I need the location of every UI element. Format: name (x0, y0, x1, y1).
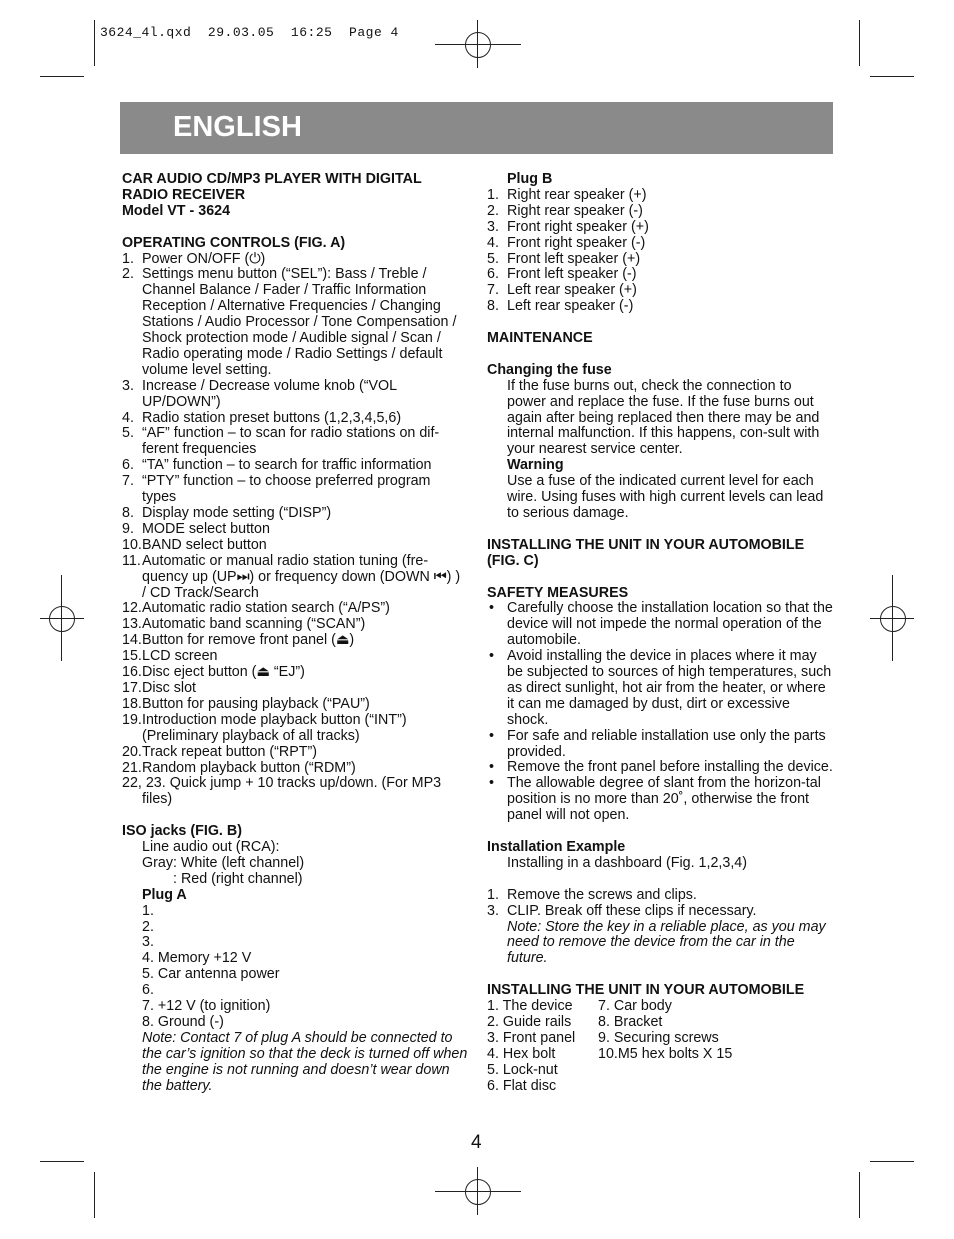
parts-list-right (598, 999, 732, 1094)
crop-mark (94, 1172, 95, 1218)
item-text: Left rear speaker (-) (507, 298, 634, 315)
crop-mark (40, 1161, 84, 1162)
safety-list (487, 601, 833, 824)
plug-a-list (122, 904, 468, 1031)
registration-line (435, 1191, 521, 1192)
item-number: 11. (122, 552, 141, 569)
parts-list (487, 999, 833, 1094)
bullet-icon: • (489, 727, 495, 744)
control-item (122, 506, 468, 522)
parts-list-left (487, 999, 598, 1094)
item-number: 17. (122, 679, 142, 696)
control-item (122, 411, 468, 427)
plug-b-item (487, 204, 833, 220)
plug-a-item: 1. (142, 902, 154, 919)
registration-line (40, 618, 84, 619)
install-step (487, 888, 833, 904)
item-number: 13. (122, 616, 142, 633)
item-number: 20. (122, 743, 142, 760)
item-number: 1. (487, 886, 499, 903)
registration-line (435, 44, 521, 45)
item-number: 1. (487, 186, 499, 203)
part-item: 10.M5 hex bolts X 15 (598, 1045, 733, 1062)
bullet-icon: • (489, 775, 495, 792)
section-heading: MAINTENANCE (487, 330, 593, 347)
item-number: 6. (122, 457, 134, 474)
control-item (122, 554, 468, 602)
item-text: “PTY” function – to choose preferred program types (142, 473, 431, 506)
safety-item (487, 760, 833, 776)
plug-a-item: 3. (142, 934, 154, 951)
item-number: 3. (487, 902, 499, 919)
control-item (122, 474, 468, 506)
item-number: 2. (122, 266, 134, 283)
print-slug: 3624_4l.qxd 29.03.05 16:25 Page 4 (100, 25, 399, 40)
safety-text: Remove the front panel before installing the device. (507, 759, 833, 776)
section-heading: INSTALLING THE UNIT IN YOUR AUTOMOBILE (487, 536, 805, 553)
item-text: Settings menu button (“SEL”): Bass / Treble / Channel Balance / Fader / Traffic Information Reception / Alternative Frequencies / Changing Stations / Audio Processor / Tone Compensation / Shock protection mode / Audible signal / Scan / Radio operating mode / Radio Settings / default volume level setting. (142, 266, 457, 378)
item-number: 19. (122, 711, 142, 728)
part-item: 7. Car body (598, 998, 672, 1015)
safety-item (487, 776, 833, 824)
item-text: Front right speaker (-) (507, 234, 646, 251)
item-text: Right rear speaker (+) (507, 186, 647, 203)
page-number: 4 (471, 1132, 482, 1153)
crop-mark (40, 76, 84, 77)
safety-text: Avoid installing the device in places where it may be subjected to sources of high temperatures, such as direct sunlight, hot air from the heater, or where it can me damaged by dust, dirt or excessive shock. (507, 648, 832, 728)
item-number: 8. (122, 505, 134, 522)
right-column (487, 172, 833, 1094)
product-title: CAR AUDIO CD/MP3 PLAYER WITH DIGITAL (122, 171, 422, 187)
item-text: Power ON/OFF (⏻) (142, 250, 266, 267)
item-number: 2. (487, 202, 499, 219)
section-heading: (FIG. C) (487, 552, 539, 569)
plug-a-item: 5. Car antenna power (142, 966, 280, 983)
section-heading: OPERATING CONTROLS (FIG. A) (122, 234, 346, 251)
plug-b-item (487, 299, 833, 315)
line-out-label: Line audio out (RCA): (142, 839, 280, 856)
control-item (122, 633, 468, 649)
item-number: 9. (122, 520, 134, 537)
safety-item (487, 729, 833, 761)
left-column (122, 172, 468, 1095)
model-number: Model VT - 3624 (122, 202, 231, 219)
bullet-icon: • (489, 759, 495, 776)
plug-b-item (487, 188, 833, 204)
item-text: Front right speaker (+) (507, 218, 649, 235)
plug-a-note: Note: Contact 7 of plug A should be connected to the car’s ignition so that the deck is turned off when the engine is not running and doesn’t wear down the battery. (142, 1029, 468, 1094)
item-text: Track repeat button (“RPT”) (142, 743, 318, 760)
gray-channel: Gray: White (left channel) (142, 854, 305, 871)
item-text: MODE select button (142, 520, 270, 537)
control-item (122, 761, 468, 777)
registration-mark (465, 32, 491, 58)
step-note: Note: Store the key in a reliable place, as you may need to remove the device from the car in the future. (507, 918, 826, 967)
item-text: Display mode setting (“DISP”) (142, 505, 332, 522)
warning-heading: Warning (507, 457, 564, 474)
item-number: 5. (487, 250, 499, 267)
control-item (122, 538, 468, 554)
item-number: 6. (487, 266, 499, 283)
registration-mark (49, 606, 75, 632)
plug-a-item: 4. Memory +12 V (142, 950, 252, 967)
item-text: Automatic band scanning (“SCAN”) (142, 616, 366, 633)
language-banner (120, 102, 833, 154)
safety-text: The allowable degree of slant from the horizon-tal position is no more than 20˚, otherwise the front panel will not open. (507, 775, 821, 824)
control-item (122, 681, 468, 697)
bullet-icon: • (489, 600, 495, 617)
bullet-icon: • (489, 648, 495, 665)
item-text: Disc eject button (⏏ “EJ”) (142, 664, 305, 681)
item-text: Button for pausing playback (“PAU”) (142, 695, 370, 712)
item-number: 7. (122, 473, 134, 490)
plug-b-item (487, 220, 833, 236)
control-item (122, 617, 468, 633)
install-step (487, 904, 833, 920)
item-number: 18. (122, 695, 142, 712)
item-number: 4. (487, 234, 499, 251)
plug-b-item (487, 267, 833, 283)
item-text: BAND select button (142, 536, 267, 553)
crop-mark (870, 1161, 914, 1162)
control-item (122, 522, 468, 538)
crop-mark (859, 20, 860, 66)
part-item: 3. Front panel (487, 1029, 576, 1046)
item-text: Quick jump + 10 tracks up/down. (For MP3 files) (142, 775, 442, 808)
item-number: 21. (122, 759, 142, 776)
section-heading: ISO jacks (FIG. B) (122, 823, 242, 840)
safety-item (487, 649, 833, 729)
item-text: Front left speaker (+) (507, 250, 641, 267)
control-item (122, 252, 468, 268)
section-heading: SAFETY MEASURES (487, 584, 629, 601)
item-number: 16. (122, 664, 142, 681)
control-item (122, 267, 468, 378)
item-number: 4. (122, 409, 134, 426)
plug-b-item (487, 236, 833, 252)
item-text: Introduction mode playback button (“INT”) (Preliminary playback of all tracks) (142, 711, 407, 744)
control-item (122, 697, 468, 713)
control-item (122, 665, 468, 681)
section-heading: INSTALLING THE UNIT IN YOUR AUTOMOBILE (487, 982, 805, 999)
fuse-text: If the fuse burns out, check the connection to power and replace the fuse. If the fuse burns out again after being replaced then there may be and internal malfunction. If this happens, con-sult with your nearest service center. (507, 377, 820, 458)
part-item: 8. Bracket (598, 1013, 663, 1030)
item-text: “TA” function – to search for traffic information (142, 457, 432, 474)
plug-a-item: 2. (142, 918, 154, 935)
control-item (122, 649, 468, 665)
control-item (122, 458, 468, 474)
plug-a-heading: Plug A (142, 886, 187, 903)
item-number: 10. (122, 536, 142, 553)
item-number: 14. (122, 632, 142, 649)
item-text: Automatic or manual radio station tuning (fre-quency up (UP⏭) or frequency down (DOWN ⏮) ) / CD Track/Search (142, 552, 461, 601)
banner-title: ENGLISH (173, 111, 302, 143)
part-item: 6. Flat disc (487, 1077, 557, 1094)
warning-text: Use a fuse of the indicated current level for each wire. Using fuses with high current levels can lead to serious damage. (507, 473, 824, 521)
item-number: 12. (122, 600, 142, 617)
item-text: “AF” function – to scan for radio stations on dif-ferent frequencies (142, 425, 440, 458)
subsection-heading: Changing the fuse (487, 361, 612, 378)
safety-text: Carefully choose the installation location so that the device will not impede the normal operation of the automobile. (507, 600, 833, 649)
item-text: Radio station preset buttons (1,2,3,4,5,6) (142, 409, 402, 426)
item-text: LCD screen (142, 648, 218, 665)
item-text: Increase / Decrease volume knob (“VOL UP/DOWN”) (142, 377, 397, 410)
plug-b-item (487, 252, 833, 268)
item-text: Front left speaker (-) (507, 266, 637, 283)
registration-line (870, 618, 914, 619)
item-text: CLIP. Break off these clips if necessary. (507, 902, 757, 919)
item-text: Random playback button (“RDM”) (142, 759, 356, 776)
example-text: Installing in a dashboard (Fig. 1,2,3,4) (507, 854, 748, 871)
red-channel: : Red (right channel) (173, 870, 303, 887)
item-text: Right rear speaker (-) (507, 202, 643, 219)
plug-b-item (487, 283, 833, 299)
item-text: Left rear speaker (+) (507, 282, 637, 299)
safety-item (487, 601, 833, 649)
control-item (122, 713, 468, 745)
product-title: RADIO RECEIVER (122, 186, 246, 203)
crop-mark (859, 1172, 860, 1218)
registration-mark (880, 606, 906, 632)
steps-list (487, 888, 833, 920)
control-item (122, 379, 468, 411)
item-number: 7. (487, 282, 499, 299)
item-text: Automatic radio station search (“A/PS”) (142, 600, 390, 617)
item-number: 1. (122, 250, 134, 267)
part-item: 1. The device (487, 998, 573, 1015)
registration-mark (465, 1179, 491, 1205)
crop-mark (870, 76, 914, 77)
control-item (122, 426, 468, 458)
crop-mark (94, 20, 95, 66)
item-number: 3. (122, 377, 134, 394)
control-item (122, 776, 468, 808)
item-number: 5. (122, 425, 134, 442)
part-item: 5. Lock-nut (487, 1061, 558, 1078)
plug-a-item: 7. +12 V (to ignition) (142, 998, 271, 1015)
item-number: 8. (487, 298, 499, 315)
plug-a-item: 8. Ground (-) (142, 1014, 224, 1030)
safety-text: For safe and reliable installation use only the parts provided. (507, 727, 826, 760)
subsection-heading: Installation Example (487, 838, 626, 855)
part-item: 9. Securing screws (598, 1029, 719, 1046)
item-text: Disc slot (142, 679, 197, 696)
item-number: 15. (122, 648, 142, 665)
part-item: 4. Hex bolt (487, 1045, 556, 1062)
part-item: 2. Guide rails (487, 1013, 572, 1030)
plug-b-heading: Plug B (507, 171, 553, 187)
item-text: Button for remove front panel (⏏) (142, 632, 355, 649)
plug-b-list (487, 188, 833, 315)
control-item (122, 745, 468, 761)
item-number: 22, 23. (122, 775, 166, 792)
plug-a-item: 6. (142, 982, 154, 999)
controls-list (122, 252, 468, 809)
control-item (122, 601, 468, 617)
item-text: Remove the screws and clips. (507, 886, 697, 903)
item-number: 3. (487, 218, 499, 235)
